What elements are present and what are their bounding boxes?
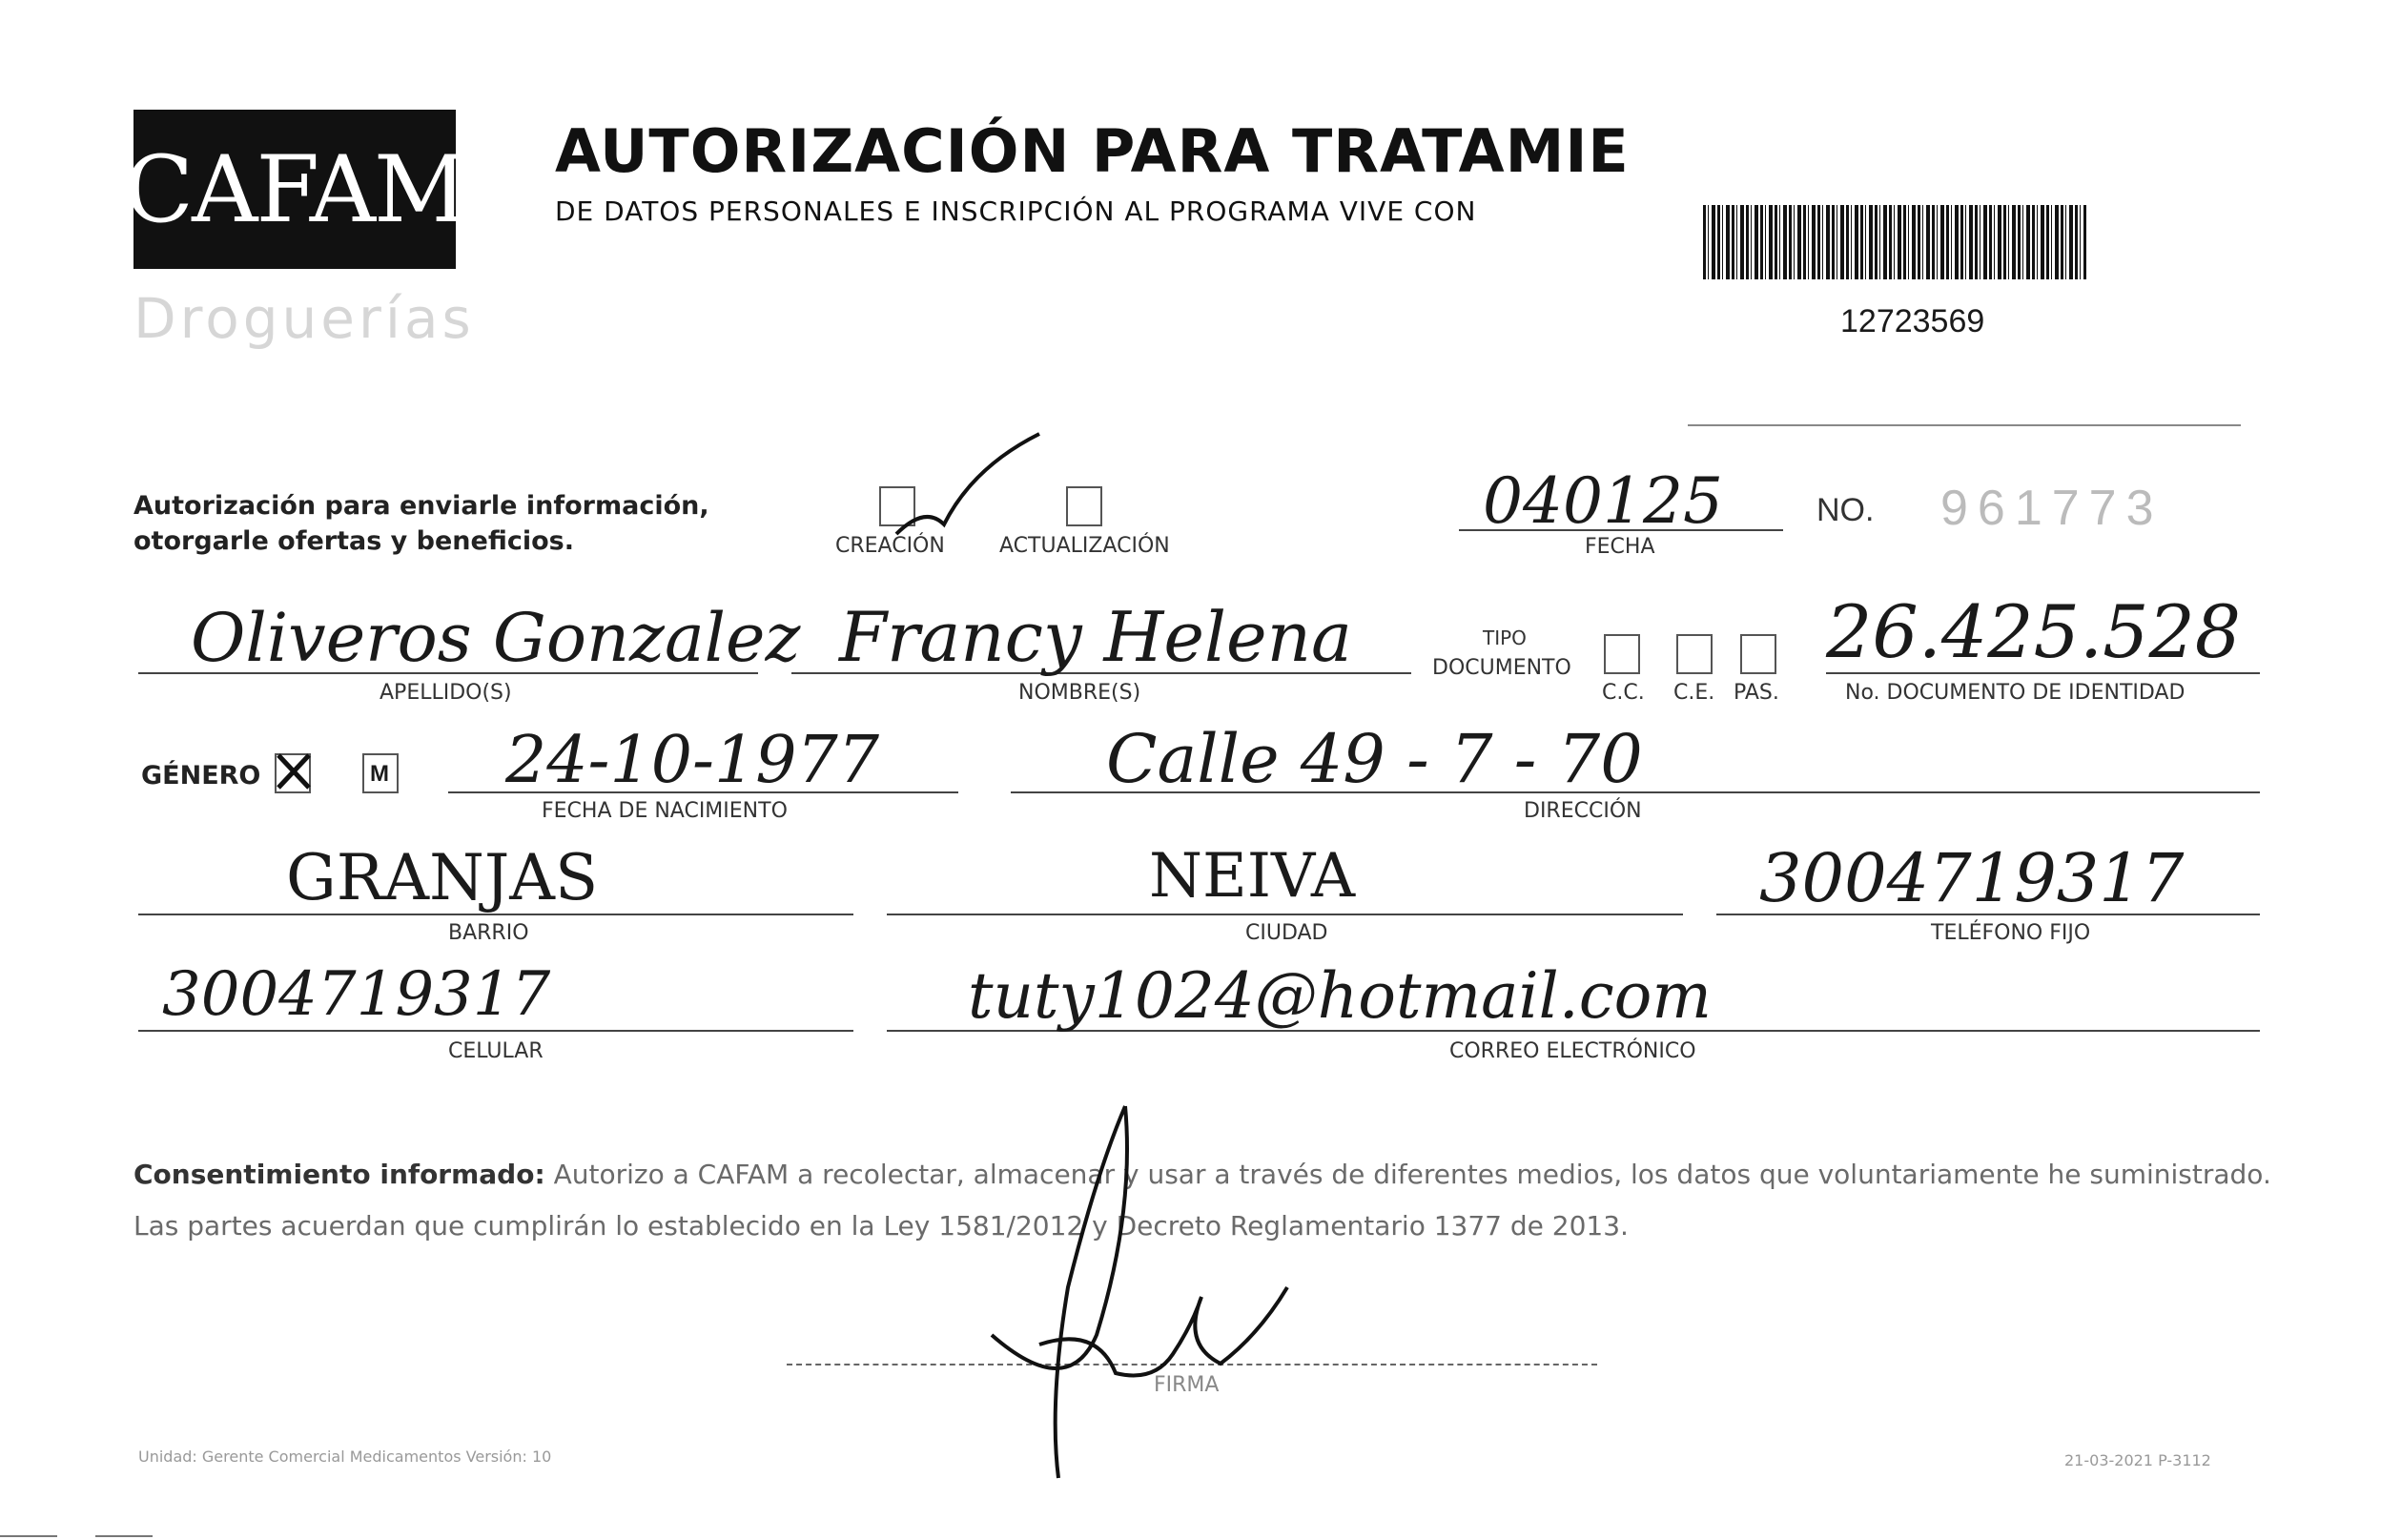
consent-text-1: Autorizo a CAFAM a recolectar, almacenar y usar a través de diferentes medios, los datos que voluntariamente he suministrado. [553,1159,2271,1190]
no-label: NO. [1816,492,1875,528]
date-label: FECHA [1585,535,1655,559]
footer-left: Unidad: Gerente Comercial Medicamentos Versión: 10 [138,1448,552,1466]
update-label: ACTUALIZACIÓN [999,534,1170,558]
barcode-icon [1703,205,2086,279]
surnames-value: Oliveros Gonzalez [191,599,801,677]
creation-label: CREACIÓN [835,534,945,558]
city-value: NEIVA [1149,841,1356,912]
doc-type-label-2: DOCUMENTO [1432,656,1571,680]
gender-m-label: M [370,761,389,787]
names-label: NOMBRE(S) [1018,681,1141,705]
birth-date-label: FECHA DE NACIMIENTO [542,799,788,823]
doc-type-label-1: TIPO [1483,626,1527,649]
doc-number-value: 26.425.528 [1826,589,2242,674]
ce-label: C.E. [1673,681,1715,705]
drogerias-sublogo: Droguerías [133,286,475,351]
address-value: Calle 49 - 7 - 70 [1106,720,1643,798]
barcode-number: 12723569 [1840,303,1985,339]
email-label: CORREO ELECTRÓNICO [1449,1039,1696,1063]
neighborhood-value: GRANJAS [286,841,599,914]
date-value: 040125 [1483,464,1723,538]
phone-label: TELÉFONO FIJO [1931,921,2091,945]
footer-right: 21-03-2021 P-3112 [2064,1451,2211,1469]
surnames-label: APELLIDO(S) [380,681,512,705]
birth-date-value: 24-10-1977 [505,723,880,798]
consent-text-2: Las partes acuerdan que cumplirán lo establecido en la Ley 1581/2012 y Decreto Reglamentario 1377 de 2013. [133,1210,1629,1242]
cc-label: C.C. [1602,681,1645,705]
consent-heading: Consentimiento informado: [133,1159,545,1190]
cc-checkbox[interactable] [1604,634,1640,674]
no-value: 961773 [1940,481,2164,536]
gender-label: GÉNERO [141,761,261,791]
names-value: Francy Helena [839,597,1352,677]
signature-label: FIRMA [1154,1373,1220,1397]
ce-checkbox[interactable] [1676,634,1713,674]
authorization-text-1: Autorización para enviarle información, [133,491,709,521]
cafam-logo: CAFAM [133,110,456,269]
x-mark-icon [275,751,313,791]
email-value: tuty1024@hotmail.com [968,959,1712,1033]
address-label: DIRECCIÓN [1524,799,1642,823]
pas-checkbox[interactable] [1740,634,1776,674]
form-subtitle: DE DATOS PERSONALES E INSCRIPCIÓN AL PROGRAMA VIVE CON [555,195,1477,227]
pas-label: PAS. [1734,681,1779,705]
phone-value: 3004719317 [1759,839,2185,917]
update-checkbox[interactable] [1066,486,1102,526]
neighborhood-label: BARRIO [448,921,529,945]
mobile-value: 3004719317 [162,959,551,1030]
mobile-label: CELULAR [448,1039,544,1063]
city-label: CIUDAD [1245,921,1328,945]
form-title: AUTORIZACIÓN PARA TRATAMIE [555,116,1630,186]
authorization-text-2: otorgarle ofertas y beneficios. [133,526,574,556]
doc-number-label: No. DOCUMENTO DE IDENTIDAD [1845,681,2186,705]
signature-icon [954,1097,1354,1497]
